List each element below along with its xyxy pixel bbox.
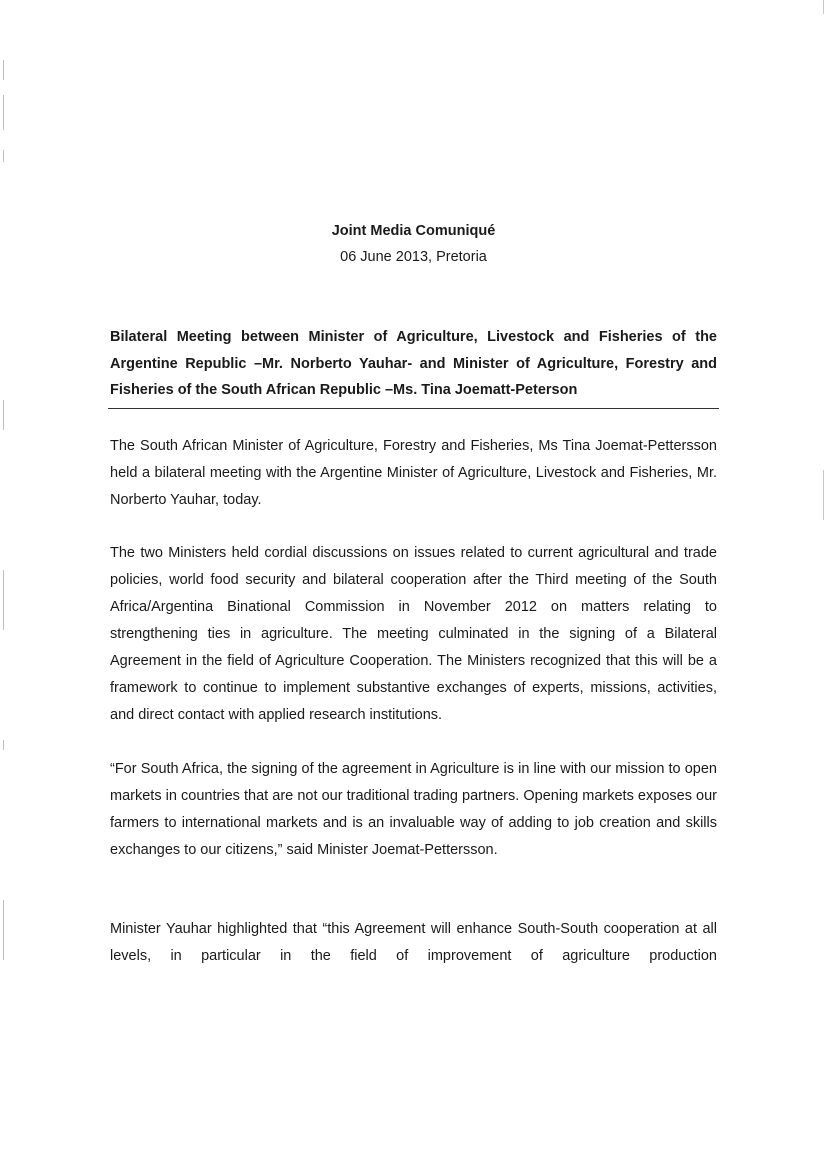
- body-paragraph: The two Ministers held cordial discussions on issues related to current agricultural and trade policies, world food security and bilateral cooperation after the Third meeting of the South Africa/Argentina Binational Commission in November 2012 on matters relating to strengthening ties in agriculture. The meeting culminated in the signing of a Bilateral Agreement in the field of Agriculture Cooperation. The Ministers recognized that this will be a framework to continue to implement substantive exchanges of experts, missions, activities, and direct contact with applied research institutions.: [110, 545, 717, 723]
- body-paragraph: The South African Minister of Agriculture, Forestry and Fisheries, Ms Tina Joemat-Pettersson held a bilateral meeting with the Argentine Minister of Agriculture, Livestock and Fisheries, Mr. Norberto Yauhar, today.: [110, 438, 717, 508]
- document-header: [0, 218, 827, 270]
- scan-edge-mark: [3, 60, 4, 80]
- document-subject: Bilateral Meeting between Minister of Agriculture, Livestock and Fisheries of the Argentine Republic –Mr. Norberto Yauhar- and Minister of Agriculture, Forestry and Fisheries of the South African Republic –Ms. Tina Joematt-Peterson: [110, 329, 717, 398]
- document-date-place: 06 June 2013, Pretoria: [340, 249, 487, 265]
- body-paragraph: “For South Africa, the signing of the agreement in Agriculture is in line with our mission to open markets in countries that are not our traditional trading partners. Opening markets exposes our farmers to international markets and is an invaluable way of adding to job creation and skills exchanges to our citizens,” said Minister Joemat-Pettersson.: [110, 761, 717, 858]
- scan-edge-mark: [823, 0, 824, 14]
- scan-edge-mark: [3, 740, 4, 750]
- body-paragraph: Minister Yauhar highlighted that “this Agreement will enhance South-South cooperation at all levels, in particular in the field of improvement of agriculture production: [110, 921, 717, 964]
- scan-edge-mark: [3, 400, 4, 430]
- scan-edge-mark: [3, 150, 4, 162]
- scan-edge-mark: [3, 95, 4, 130]
- document-title: Joint Media Comuniqué: [331, 223, 496, 239]
- subject-divider: [108, 408, 719, 409]
- scan-edge-mark: [3, 570, 4, 630]
- scan-edge-mark: [3, 900, 4, 960]
- scan-edge-mark: [823, 470, 824, 520]
